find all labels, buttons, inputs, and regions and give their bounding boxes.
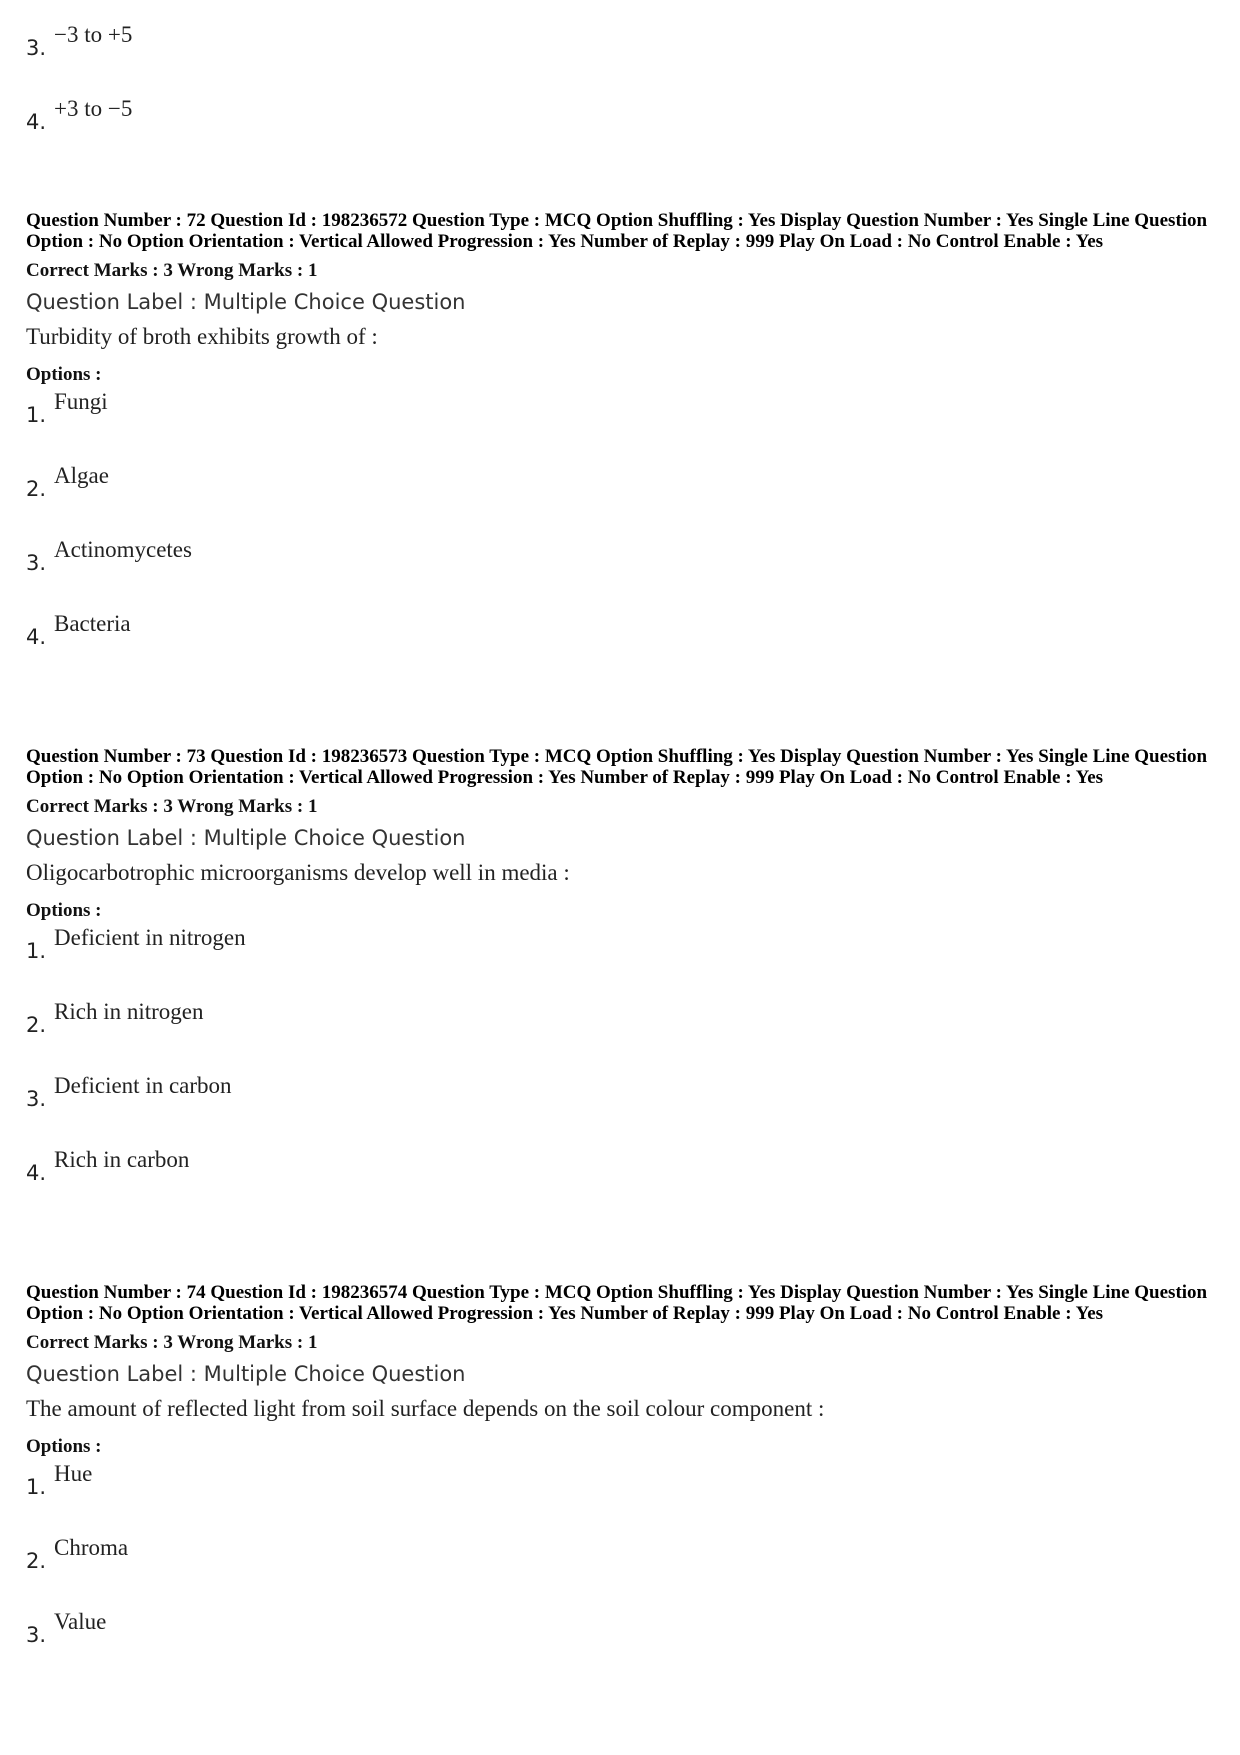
question-meta: Question Number : 73 Question Id : 198236573 Question Type : MCQ Option Shuffling : Yes Display Question Number : Yes Single Line Question Option : No Option Orientation : Vertical Allowed Progression : Yes Number of Replay : 999 Play On Load : No Control Enable : Yes [26, 746, 1208, 788]
option-item[interactable] [26, 925, 1226, 999]
option-text: Algae [54, 463, 109, 488]
option-text: Chroma [54, 1535, 129, 1560]
option-item[interactable] [26, 999, 1226, 1073]
option-item[interactable] [26, 96, 1226, 170]
question-block-74 [26, 1282, 1226, 1683]
option-item[interactable] [26, 389, 1226, 463]
option-number: 1. [26, 403, 47, 427]
option-text: Actinomycetes [54, 537, 192, 562]
question-meta: Question Number : 74 Question Id : 198236574 Question Type : MCQ Option Shuffling : Yes Display Question Number : Yes Single Line Question Option : No Option Orientation : Vertical Allowed Progression : Yes Number of Replay : 999 Play On Load : No Control Enable : Yes [26, 1282, 1208, 1324]
option-item[interactable] [26, 611, 1226, 685]
option-number: 3. [26, 36, 47, 60]
option-item[interactable] [26, 1147, 1226, 1221]
option-number: 4. [26, 625, 47, 649]
option-number: 1. [26, 1475, 47, 1499]
options-heading: Options : [26, 364, 102, 385]
question-block-73 [26, 746, 1226, 1221]
options-heading: Options : [26, 900, 102, 921]
option-number: 4. [26, 1161, 47, 1185]
option-number: 3. [26, 551, 47, 575]
option-text: Deficient in carbon [54, 1073, 232, 1098]
option-number: 2. [26, 1013, 47, 1037]
question-text: Turbidity of broth exhibits growth of : [26, 324, 378, 349]
question-label: Question Label : Multiple Choice Question [26, 290, 466, 314]
option-text: +3 to −5 [54, 96, 133, 121]
question-text: The amount of reflected light from soil surface depends on the soil colour component : [26, 1396, 825, 1421]
previous-question-options [26, 22, 1226, 170]
question-marks: Correct Marks : 3 Wrong Marks : 1 [26, 260, 318, 281]
option-item[interactable] [26, 1461, 1226, 1535]
question-marks: Correct Marks : 3 Wrong Marks : 1 [26, 1332, 318, 1353]
option-text: −3 to +5 [54, 22, 133, 47]
options-list [26, 389, 1226, 685]
option-item[interactable] [26, 1073, 1226, 1147]
option-text: Deficient in nitrogen [54, 925, 246, 950]
question-marks: Correct Marks : 3 Wrong Marks : 1 [26, 796, 318, 817]
options-heading: Options : [26, 1436, 102, 1457]
options-list [26, 1461, 1226, 1683]
question-block-72 [26, 210, 1226, 685]
option-number: 3. [26, 1087, 47, 1111]
options-list [26, 925, 1226, 1221]
question-label: Question Label : Multiple Choice Question [26, 1362, 466, 1386]
option-item[interactable] [26, 1535, 1226, 1609]
option-item[interactable] [26, 22, 1226, 96]
option-item[interactable] [26, 463, 1226, 537]
option-number: 1. [26, 939, 47, 963]
option-number: 3. [26, 1623, 47, 1647]
option-number: 2. [26, 477, 47, 501]
question-label: Question Label : Multiple Choice Question [26, 826, 466, 850]
question-text: Oligocarbotrophic microorganisms develop well in media : [26, 860, 570, 885]
question-meta: Question Number : 72 Question Id : 198236572 Question Type : MCQ Option Shuffling : Yes Display Question Number : Yes Single Line Question Option : No Option Orientation : Vertical Allowed Progression : Yes Number of Replay : 999 Play On Load : No Control Enable : Yes [26, 210, 1208, 252]
option-text: Rich in carbon [54, 1147, 190, 1172]
option-text: Value [54, 1609, 107, 1634]
option-item[interactable] [26, 537, 1226, 611]
option-text: Hue [54, 1461, 93, 1486]
option-text: Rich in nitrogen [54, 999, 204, 1024]
option-number: 4. [26, 110, 47, 134]
option-item[interactable] [26, 1609, 1226, 1683]
option-text: Bacteria [54, 611, 131, 636]
option-number: 2. [26, 1549, 47, 1573]
option-text: Fungi [54, 389, 108, 414]
